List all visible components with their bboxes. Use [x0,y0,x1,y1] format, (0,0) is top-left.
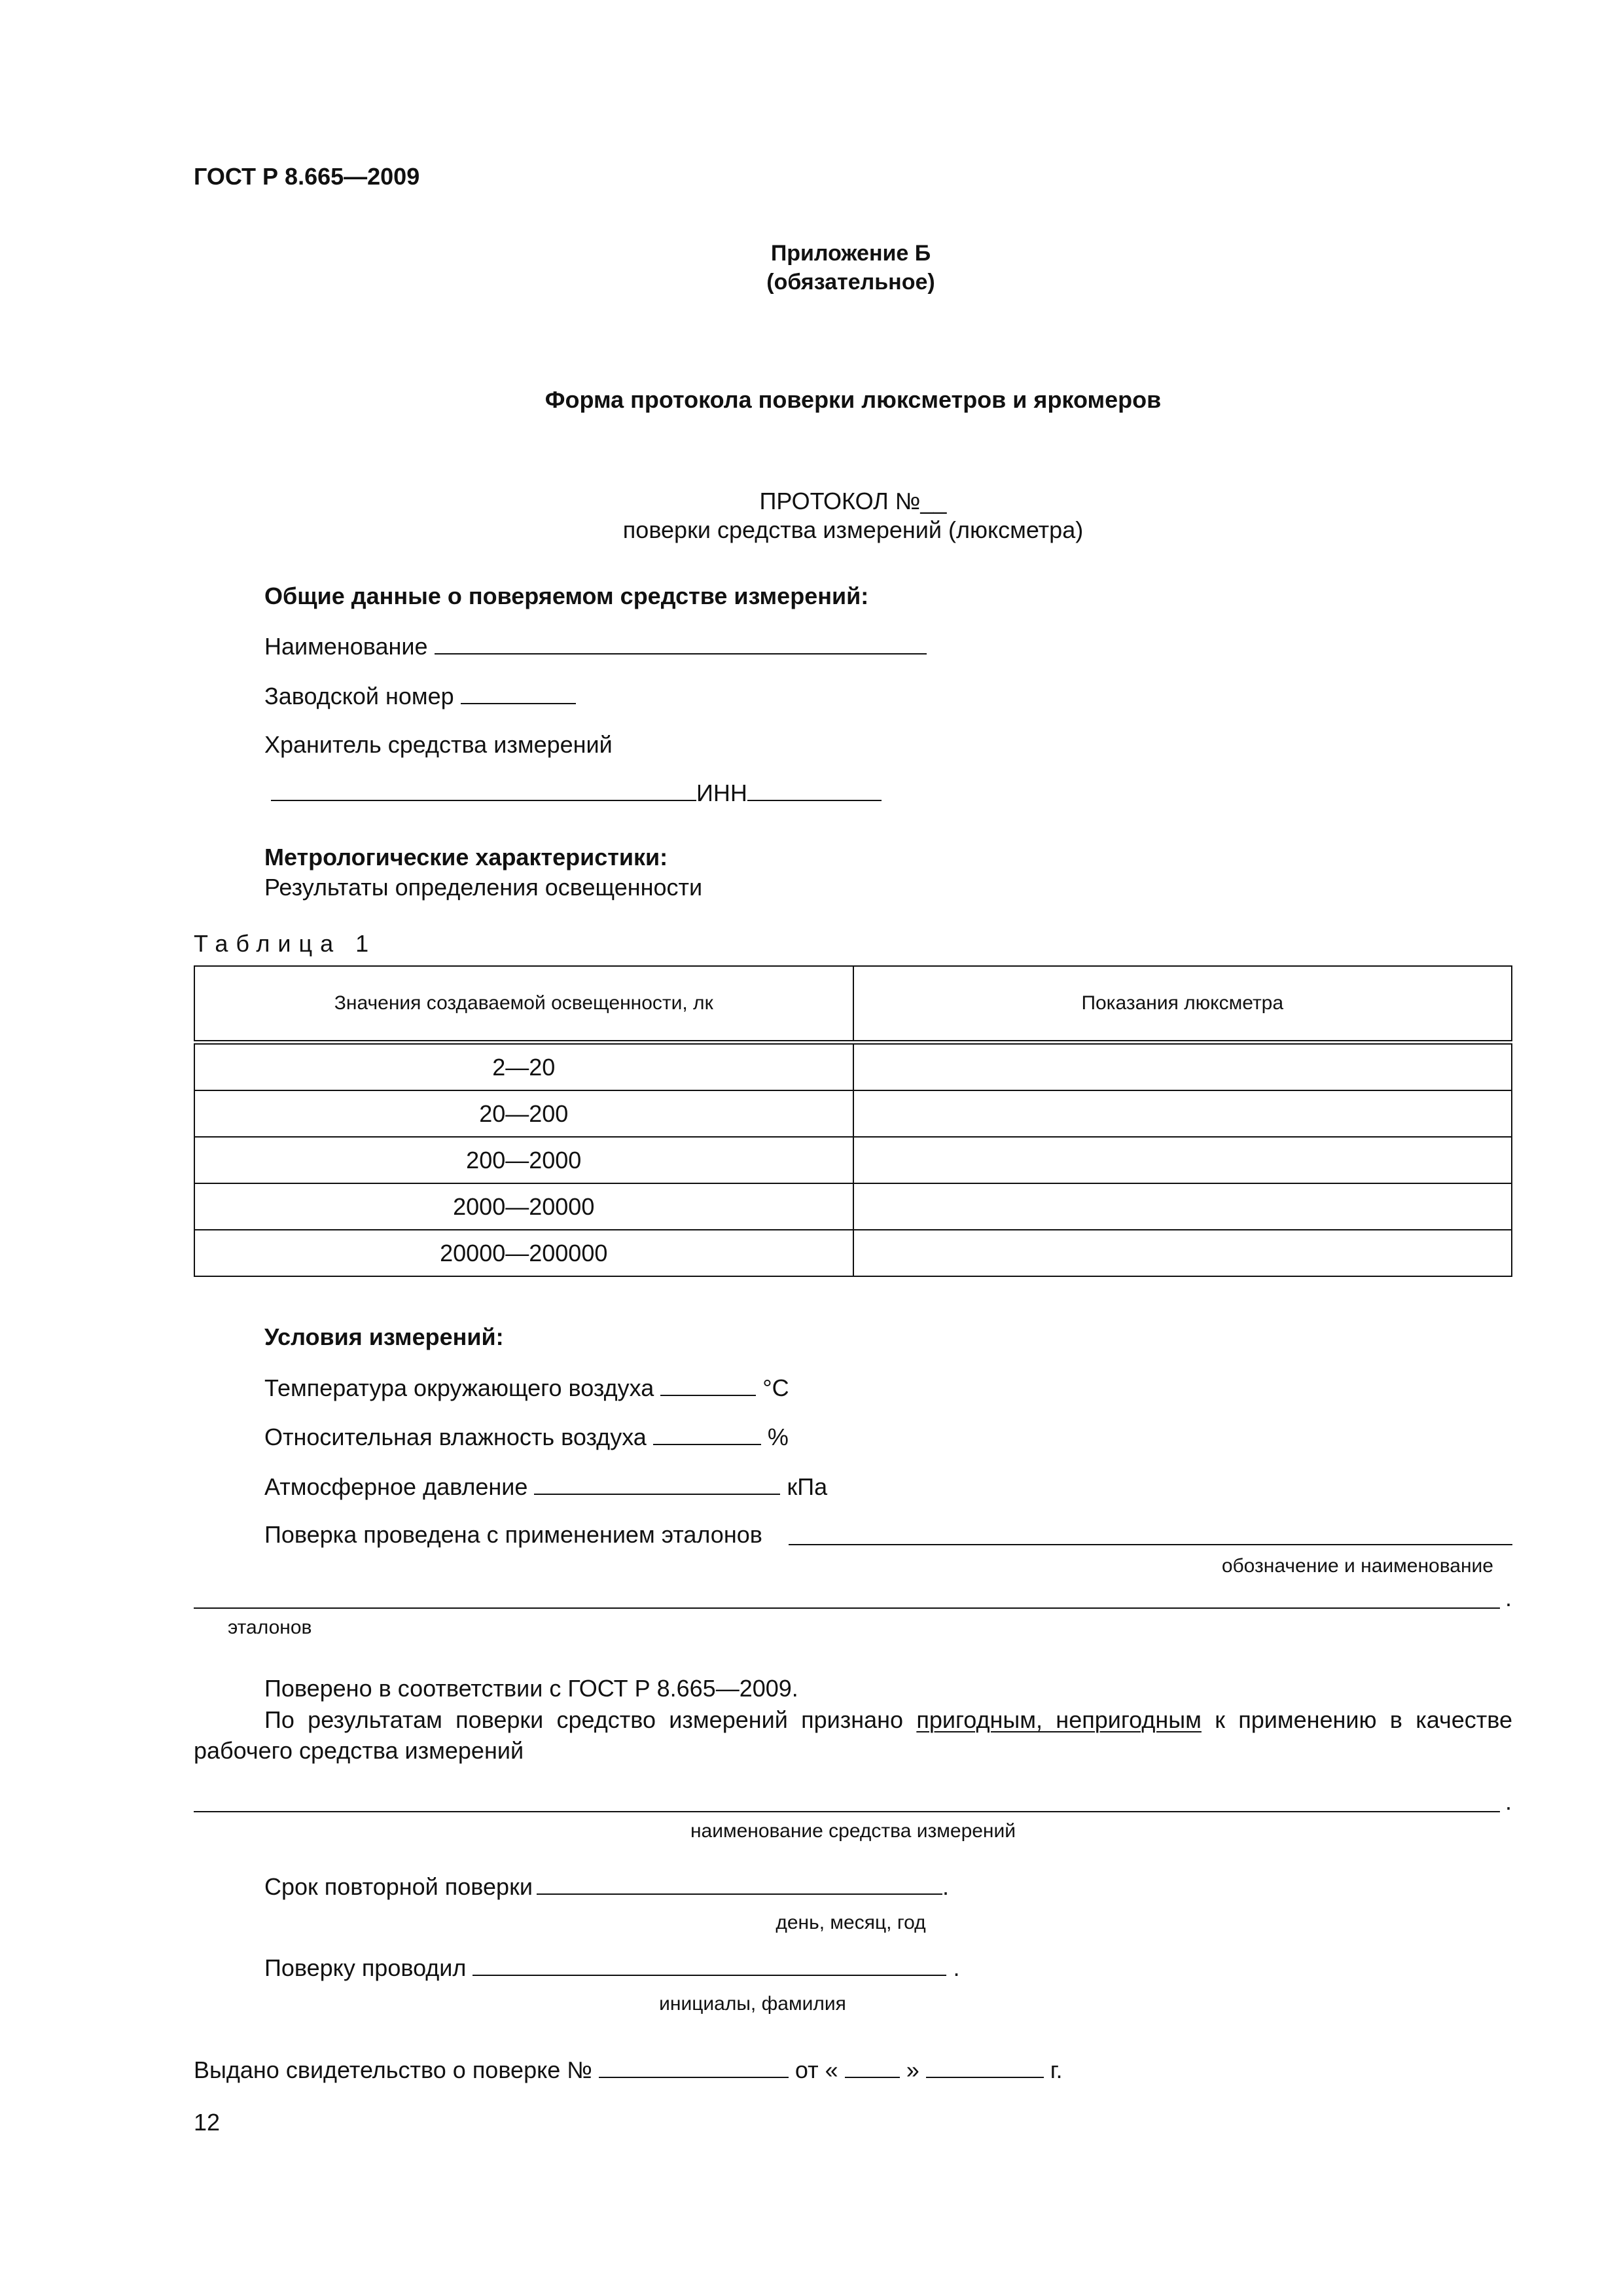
instrument-hint: наименование средства измерений [690,1820,1016,1842]
standards-hint-continued: эталонов [228,1617,312,1638]
certificate-day-blank[interactable] [845,2057,900,2078]
table-header-cell: Значения создаваемой освещенности, лк [194,966,853,1043]
table-row [194,1230,1512,1276]
table-caption: Таблица 1 [194,930,377,957]
appendix-status: (обязательное) [766,270,935,295]
protocol-title: ПРОТОКОЛ №__ [759,488,947,514]
verifier-field [264,1955,959,1980]
certificate-field [194,2057,1063,2082]
temperature-unit: °С [762,1374,789,1401]
general-heading: Общие данные о поверяемом средстве измерений: [264,583,869,609]
humidity-label: Относительная влажность воздуха [264,1424,647,1450]
fitness-options[interactable]: пригодным, непригодным [916,1706,1202,1733]
conditions-heading: Условия измерений: [264,1323,504,1350]
due-date-field [264,1874,949,1899]
reading-cell[interactable] [853,1090,1512,1137]
result-text-a: По результатам поверки средство измерений признано [264,1706,904,1733]
result-statement [264,1708,1512,1732]
table-row [194,1137,1512,1183]
reading-cell[interactable] [853,1137,1512,1183]
instrument-name-blank[interactable] [194,1811,1500,1812]
temperature-label: Температура окружающего воздуха [264,1374,654,1401]
inn-label: ИНН [696,780,747,806]
pressure-label: Атмосферное давление [264,1473,528,1500]
humidity-blank[interactable] [653,1424,761,1445]
result-continuation: рабочего средства измерений [194,1737,524,1764]
certificate-year-suffix: г. [1050,2056,1063,2083]
illuminance-table [194,965,1512,1277]
certificate-label: Выдано свидетельство о поверке № [194,2056,592,2083]
result-text-c: к применению в качестве [1215,1706,1512,1733]
temperature-field [264,1375,789,1400]
metrology-subheading: Результаты определения освещенности [264,874,703,901]
table-header-cell: Показания люксметра [853,966,1512,1043]
serial-field [264,683,576,708]
due-date-hint: день, месяц, год [776,1912,926,1933]
serial-blank[interactable] [461,683,576,704]
illuminance-value-cell: 2000—20000 [194,1183,853,1230]
pressure-blank[interactable] [534,1474,780,1495]
pressure-unit: кПа [787,1473,828,1500]
protocol-subtitle: поверки средства измерений (люксметра) [622,516,1084,543]
appendix-title: Приложение Б [770,241,931,266]
serial-label: Заводской номер [264,683,454,709]
name-blank[interactable] [435,634,927,655]
due-date-label: Срок повторной поверки [264,1873,533,1900]
humidity-field [264,1424,789,1449]
certificate-month-blank[interactable] [926,2057,1044,2078]
page-number: 12 [194,2109,221,2136]
metrology-heading: Метрологические характеристики: [264,844,668,870]
illuminance-value-cell: 20—200 [194,1090,853,1137]
form-title: Форма протокола поверки люксметров и яркомеров [544,386,1162,413]
table-row [194,1090,1512,1137]
verified-statement: Поверено в соответствии с ГОСТ Р 8.665—2009. [264,1675,798,1702]
reading-cell[interactable] [853,1230,1512,1276]
table-row [194,1043,1512,1091]
owner-field [271,780,882,805]
period-mark: . [942,1873,949,1900]
owner-label: Хранитель средства измерений [264,731,613,758]
document-code: ГОСТ Р 8.665—2009 [194,163,420,190]
temperature-blank[interactable] [660,1375,756,1396]
period-mark: . [953,1954,960,1981]
owner-blank[interactable] [271,780,696,801]
period-mark: . [1505,1585,1512,1611]
verifier-blank[interactable] [473,1955,946,1976]
verifier-hint: инициалы, фамилия [659,1993,846,2015]
standards-blank[interactable] [789,1544,1512,1545]
standards-hint: обозначение и наименование [1221,1555,1493,1577]
verifier-label: Поверку проводил [264,1954,467,1981]
certificate-from: от « [794,2056,838,2083]
illuminance-value-cell: 2—20 [194,1043,853,1091]
certificate-number-blank[interactable] [599,2057,789,2078]
reading-cell[interactable] [853,1043,1512,1091]
name-field [264,634,927,658]
table-header-row [194,966,1512,1043]
illuminance-value-cell: 200—2000 [194,1137,853,1183]
pressure-field [264,1474,827,1499]
name-label: Наименование [264,633,428,660]
period-mark: . [1505,1788,1512,1815]
table-row [194,1183,1512,1230]
illuminance-value-cell: 20000—200000 [194,1230,853,1276]
standards-label: Поверка проведена с применением эталонов [264,1521,762,1548]
due-date-blank[interactable] [537,1874,942,1895]
standards-blank-continued[interactable] [194,1607,1500,1609]
inn-blank[interactable] [747,780,882,801]
reading-cell[interactable] [853,1183,1512,1230]
certificate-quote-close: » [906,2056,919,2083]
humidity-unit: % [767,1424,789,1450]
